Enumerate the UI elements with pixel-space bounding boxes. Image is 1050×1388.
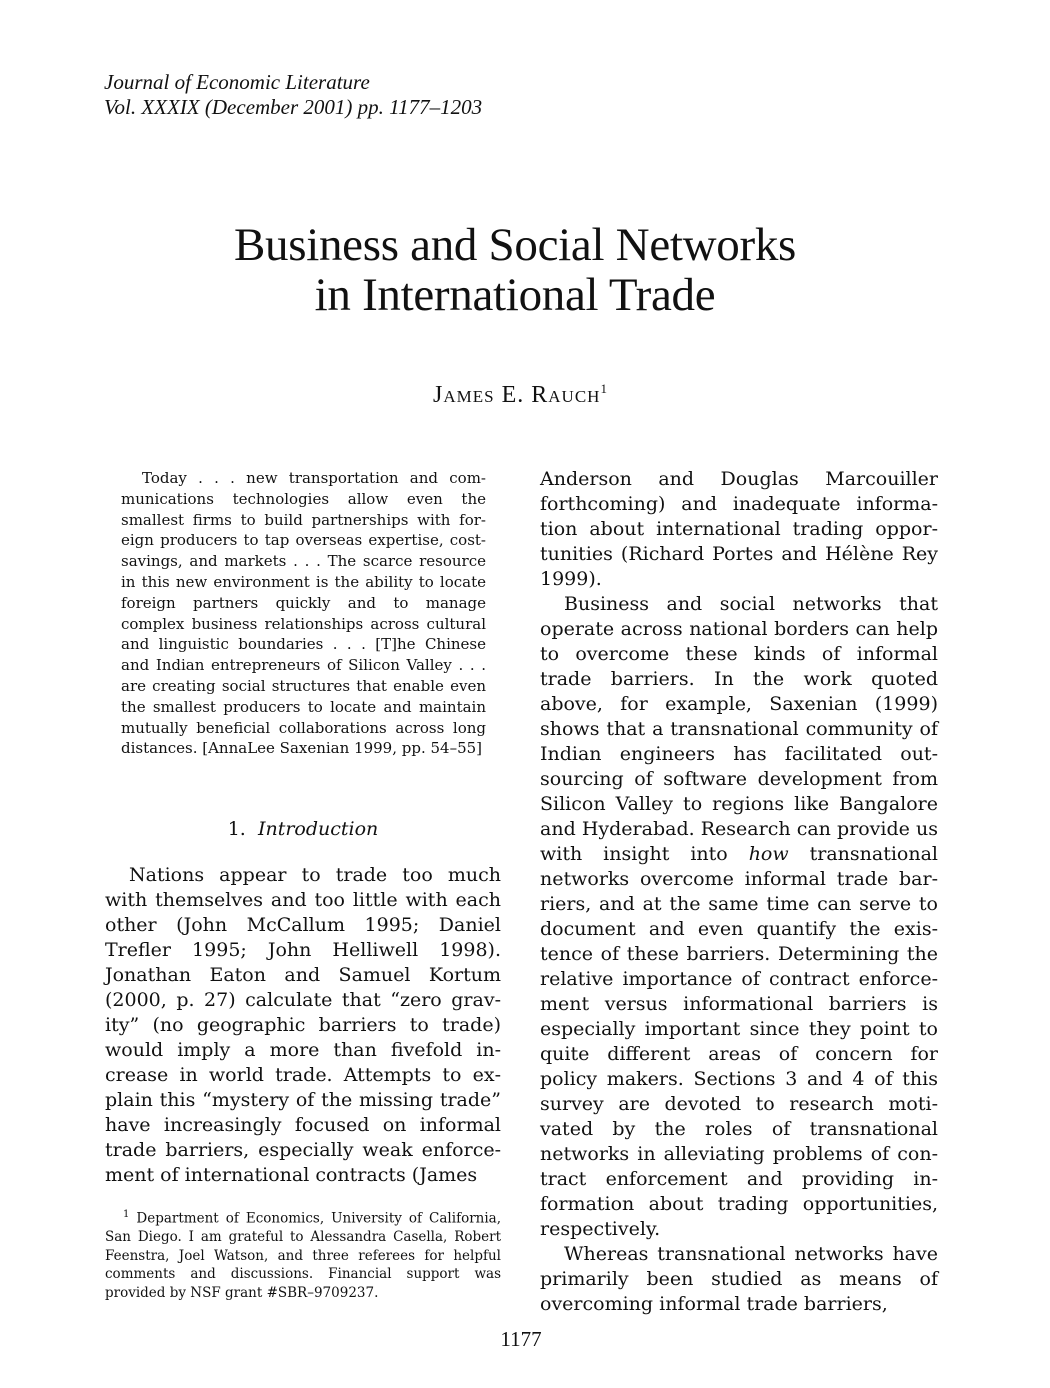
journal-name: Journal of Economic Literature xyxy=(104,70,370,94)
section-heading xyxy=(105,818,501,840)
continuation-paragraph: Anderson and Douglas Marcouiller forthcoming) and inadequate information about international trading opportunities (Richard Portes and Hélène Rey 1999). xyxy=(540,468,938,590)
intro-paragraph-2 xyxy=(540,592,938,1242)
right-column xyxy=(540,467,938,1317)
paragraph-2-part-2: transnational networks overcome informal trade barriers, and at the same time can serve to document and even quantify the existence of these barriers. Determining the relative importance of contract enforcement versus informational barriers is especially important since they point to quite different areas of concern for policy makers. Sections 3 and 4 of this survey are devoted to research motivated by the roles of transnational networks in alleviating problems of contract enforcement and providing information about trading opportunities, respectively. xyxy=(540,843,938,1240)
section-number: 1. xyxy=(227,818,246,840)
emphasis-how: how xyxy=(748,843,789,865)
page-number: 1177 xyxy=(500,1327,542,1351)
intro-paragraph-3: Whereas transnational networks have primarily been studied as means of overcoming informal trade barriers, xyxy=(540,1243,938,1315)
epigraph xyxy=(121,468,486,759)
author-byline xyxy=(0,381,1040,409)
journal-volume: Vol. XXXIX (December 2001) pp. 1177–1203 xyxy=(104,95,483,119)
section-title: Introduction xyxy=(257,818,379,840)
title-line-1: Business and Social Networks xyxy=(233,219,797,271)
title-line-2: in International Trade xyxy=(314,269,716,321)
paragraph-2-part-1: Business and social networks that operate across national borders can help to overcome these kinds of informal trade barriers. In the work quoted above, for example, Saxenian (1999) shows that a transnational community of Indian engineers has facilitated outsourcing of software development from Silicon Valley to regions like Bangalore and Hyderabad. Research can provide us with insight into xyxy=(540,593,938,865)
article-title xyxy=(0,220,1030,320)
footnote-mark: 1 xyxy=(123,1209,130,1220)
left-column xyxy=(105,863,501,1188)
footnote xyxy=(105,1206,501,1302)
author-footnote-mark: 1 xyxy=(600,381,607,396)
journal-header xyxy=(104,70,704,120)
author-name: James E. Rauch xyxy=(433,382,601,408)
intro-paragraph-1: Nations appear to trade too much with themselves and too little with each other (John McCallum 1995; Daniel Trefler 1995; John Helliwell 1998). Jonathan Eaton and Samuel Kortum (2000, p. 27) calculate that “zero gravity” (no geographic barriers to trade) would imply a more than fivefold increase in world trade. Attempts to explain this “mystery of the missing trade” have increasingly focused on informal trade barriers, especially weak enforcement of international contracts (James xyxy=(105,864,501,1186)
epigraph-text: Today . . . new transportation and communications technologies allow even the smallest firms to build partnerships with foreign producers to tap overseas expertise, cost-savings, and markets . . . The scarce resource in this new environment is the ability to locate foreign partners quickly and to manage complex business relationships across cultural and linguistic boundaries . . . [T]he Chinese and Indian entrepreneurs of Silicon Valley . . . are creating social structures that enable even the smallest producers to locate and maintain mutually beneficial collaborations across long distances. [AnnaLee Saxenian 1999, pp. 54–55] xyxy=(121,469,486,758)
footnote-text: Department of Economics, University of California, San Diego. I am grateful to Alessandra Casella, Robert Feenstra, Joel Watson, and three referees for helpful comments and discussions. Financial support was provided by NSF grant #SBR–9709237. xyxy=(105,1210,501,1301)
